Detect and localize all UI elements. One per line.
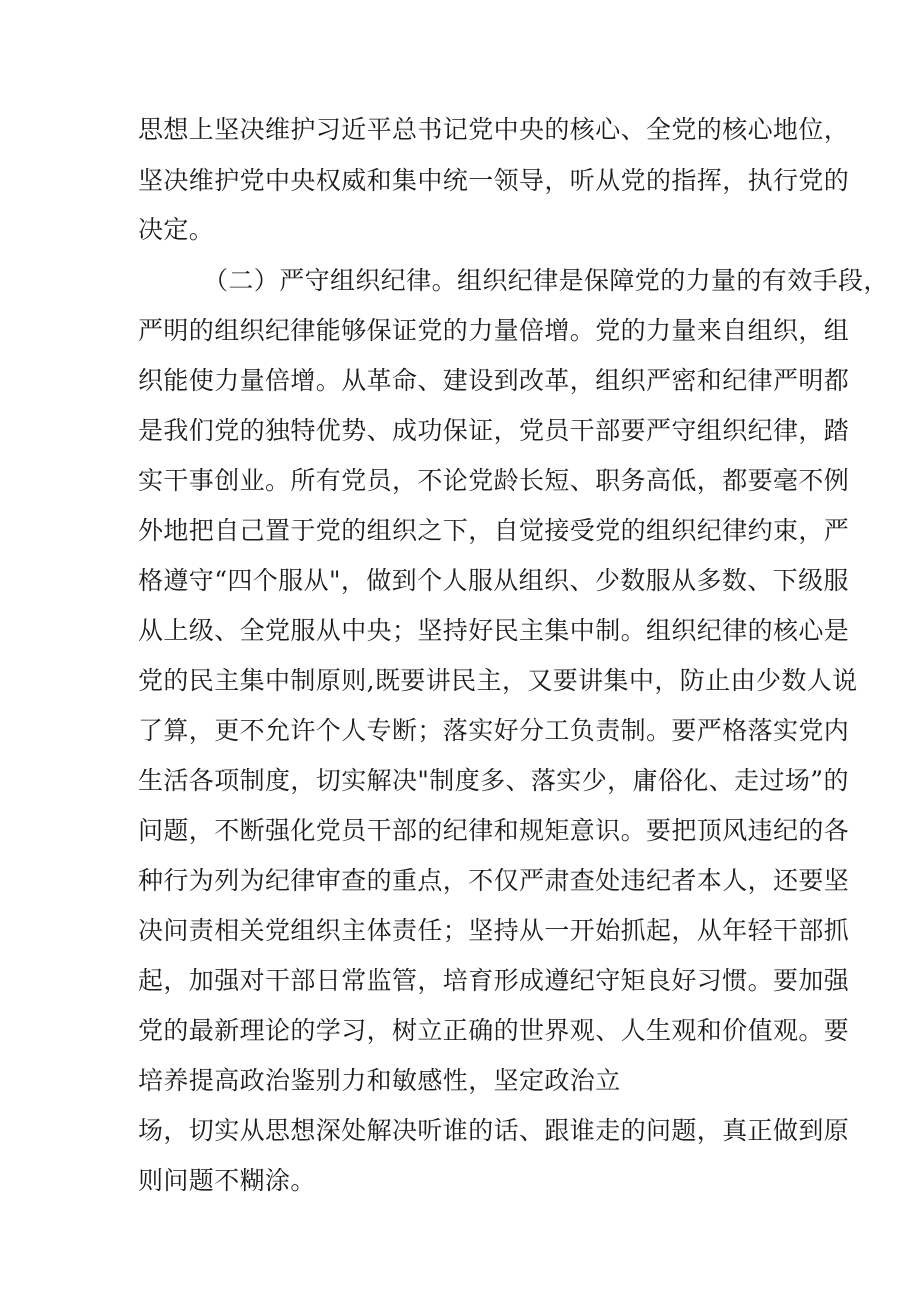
paragraph-line: 坚决维护党中央权威和集中统一领导，听从党的指挥，执行党的	[138, 166, 850, 195]
paragraph-line: 党的最新理论的学习，树立正确的世界观、人生观和价值观。要	[138, 1016, 850, 1045]
paragraph-line: 起，加强对干部日常监管，培育形成遵纪守矩良好习惯。要加强	[138, 966, 850, 995]
paragraph-line: 织能使力量倍增。从革命、建设到改革，组织严密和纪律严明都	[138, 366, 850, 395]
paragraph-line: 从上级、全党服从中央；坚持好民主集中制。组织纪律的核心是	[138, 616, 850, 645]
paragraph-line: 场，切实从思想深处解决听谁的话、跟谁走的问题，真正做到原	[138, 1116, 850, 1145]
paragraph-line: 种行为列为纪律审查的重点，不仅严肃查处违纪者本人，还要坚	[138, 866, 850, 895]
paragraph-line: 则问题不糊涂。	[138, 1166, 316, 1195]
paragraph-line: 生活各项制度，切实解决"制度多、落实少，庸俗化、走过场”的	[138, 766, 849, 795]
paragraph-line: 外地把自己置于党的组织之下，自觉接受党的组织纪律约束，严	[138, 516, 850, 545]
paragraph-line: 培养提高政治鉴别力和敏感性，坚定政治立	[138, 1066, 621, 1095]
paragraph-line: 严明的组织纪律能够保证党的力量倍增。党的力量来自组织，组	[138, 316, 850, 345]
paragraph-line: 了算，更不允许个人专断；落实好分工负责制。要严格落实党内	[138, 716, 850, 745]
paragraph-line: 实干事创业。所有党员，不论党龄长短、职务高低，都要毫不例	[138, 466, 850, 495]
paragraph-line: 思想上坚决维护习近平总书记党中央的核心、全党的核心地位，	[138, 115, 850, 144]
paragraph-line: 格遵守“四个服从"，做到个人服从组织、少数服从多数、下级服	[138, 566, 849, 595]
section-heading-line: （二）严守组织纪律。组织纪律是保障党的力量的有效手段，	[203, 266, 889, 295]
paragraph-line: 问题，不断强化党员干部的纪律和规矩意识。要把顶风违纪的各	[138, 816, 850, 845]
paragraph-line: 党的民主集中制原则,既要讲民主，又要讲集中，防止由少数人说	[138, 666, 858, 695]
paragraph-line: 决问责相关党组织主体责任；坚持从一开始抓起，从年轻干部抓	[138, 916, 850, 945]
paragraph-line: 是我们党的独特优势、成功保证，党员干部要严守组织纪律，踏	[138, 416, 850, 445]
paragraph-line: 决定。	[138, 215, 215, 244]
